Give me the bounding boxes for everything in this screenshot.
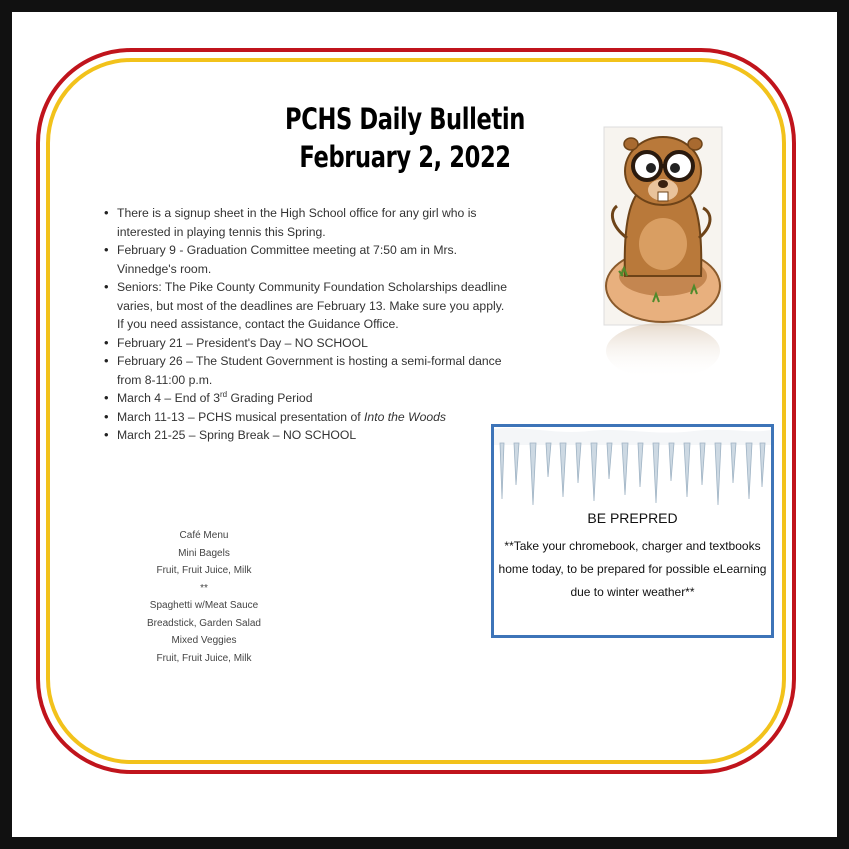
menu-line: Mixed Veggies <box>171 635 237 646</box>
menu-line: Breadstick, Garden Salad <box>147 617 261 629</box>
announcement-item: • February 21 – President's Day – NO SCHOOL <box>103 334 513 353</box>
notice-title: BE PREPRED <box>587 510 678 526</box>
announcement-text: Grading Period <box>227 391 313 405</box>
notice-line: home today, to be prepared for possible eLearning <box>498 562 767 576</box>
announcement-item: • March 21-25 – Spring Break – NO SCHOOL <box>103 426 513 445</box>
announcement-text: March 4 – End of 3 <box>117 391 220 405</box>
cafe-menu-heading: Café Menu <box>179 530 229 541</box>
title-date: February 2, 2022 <box>299 140 511 174</box>
announcement-text: March 11-13 – PCHS musical presentation of <box>117 409 365 424</box>
announcement-item: • Seniors: The Pike County Community Foundation Scholarships deadline varies, but most of the deadlines are February 13. Make sure you apply. If you need assistance, contact the Guidance Office. <box>103 278 513 334</box>
menu-separator: ** <box>200 582 208 594</box>
ordinal-suffix: rd <box>219 389 228 399</box>
title-line-1: PCHS Daily Bulletin <box>285 102 525 136</box>
menu-line: Fruit, Fruit Juice, Milk <box>156 652 252 664</box>
announcement-list <box>103 204 513 445</box>
notice-line: due to winter weather** <box>570 585 695 599</box>
bulletin-title <box>276 100 533 176</box>
announcement-item: • February 9 - Graduation Committee meeting at 7:50 am in Mrs. Vinnedge's room. <box>103 241 513 278</box>
announcement-item <box>103 408 513 427</box>
menu-line: Mini Bagels <box>178 547 230 559</box>
announcement-item: • February 26 – The Student Government is hosting a semi-formal dance from 8-11:00 p.m. <box>103 352 513 389</box>
announcement-item <box>103 389 513 408</box>
musical-title: Into the Woods <box>364 409 447 424</box>
notice-body <box>498 535 767 604</box>
menu-line: Spaghetti w/Meat Sauce <box>149 600 259 611</box>
announcement-item: • There is a signup sheet in the High School office for any girl who is interested in playing tennis this Spring. <box>103 204 513 241</box>
menu-line: Fruit, Fruit Juice, Milk <box>156 565 252 576</box>
cafe-menu <box>118 527 290 667</box>
notice-line: **Take your chromebook, charger and textbooks <box>504 539 761 553</box>
groundhog-with-glasses-icon <box>603 126 725 386</box>
icicles-icon <box>494 427 771 509</box>
weather-notice <box>491 424 774 638</box>
